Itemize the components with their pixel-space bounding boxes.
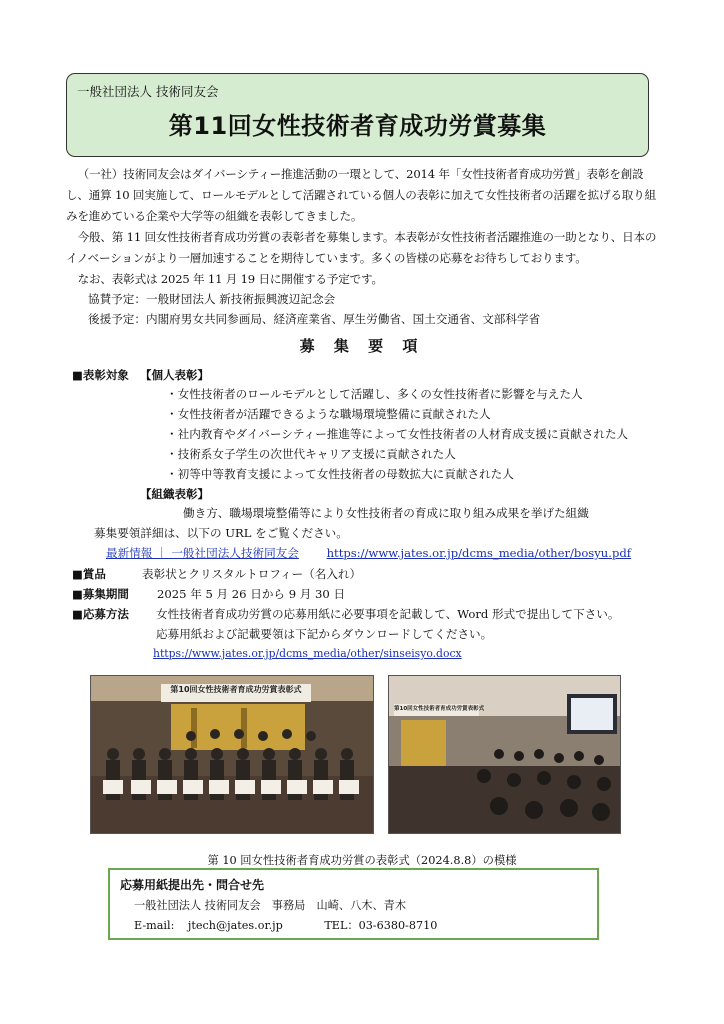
method-line-1: 女性技術者育成功労賞の応募用紙に必要事項を記載して、Word 形式で提出して下さい。	[156, 607, 620, 621]
individual-item-3: ・社内教育やダイバーシティー推進等によって女性技術者の人材育成支援に貢献された人	[166, 427, 629, 441]
individual-item-1: ・女性技術者のロールモデルとして活躍し、多くの女性技術者に影響を与えた人	[166, 387, 583, 401]
method-line-2: 応募用紙および記載要領は下記からダウンロードしてください。	[156, 627, 493, 641]
prize-text: 表彰状とクリスタルトロフィー（名入れ）	[142, 567, 362, 581]
photo-caption: 第 10 回女性技術者育成功労賞の表彰式（2024.8.8）の模様	[207, 854, 517, 867]
organization-name: 一般社団法人 技術同友会	[77, 84, 219, 99]
bosyu-pdf-link[interactable]: https://www.jates.or.jp/dcms_media/other/bosyu.pdf	[326, 546, 632, 560]
header-box	[66, 73, 649, 157]
intro-paragraph-1: （一社）技術同友会はダイバーシティー推進活動の一環として、2014 年「女性技術者育成功労賞」表彰を創設し、通算 10 回実施して、ロールモデルとして活躍されている個人の表彰に加えて女性技術者の活躍を拡げる取り組みを進めている企業や大学等の組織を表彰してきました。	[66, 167, 656, 223]
left-photo-banner: 第10回女性技術者育成功労賞表彰式	[170, 685, 302, 694]
contact-email[interactable]: jtech@jates.or.jp	[187, 919, 283, 932]
individual-award-label: 【個人表彰】	[140, 368, 209, 382]
right-photo-banner: 第10回女性技術者育成功労賞表彰式	[394, 706, 485, 712]
application-form-link[interactable]: https://www.jates.or.jp/dcms_media/other/sinseisyo.docx	[153, 647, 462, 660]
support-line: 後援予定：内閣府男女共同参画局、経済産業省、厚生労働省、国土交通省、文部科学省	[88, 312, 541, 326]
email-label: E-mail:	[134, 919, 175, 932]
contact-phone: TEL：03-6380-8710	[324, 919, 438, 932]
latest-info-link[interactable]: 最新情報 ｜ 一般社団法人技術同友会	[106, 546, 299, 560]
ceremony-photo-audience	[388, 675, 621, 834]
audience-photo-illustration	[389, 676, 621, 834]
targets-label: ■表彰対象	[72, 368, 129, 382]
prize-label: ■賞品	[72, 567, 106, 581]
organization-award-text: 働き方、職場環境整備等により女性技術者の育成に取り組み成果を挙げた組織	[183, 506, 589, 520]
page-title: 第11回女性技術者育成功労賞募集	[168, 112, 547, 140]
intro-paragraph-3: なお、表彰式は 2025 年 11 月 19 日に開催する予定です。	[77, 272, 383, 286]
contact-office: 一般社団法人 技術同友会 事務局 山崎、八木、青木	[134, 899, 407, 912]
details-text: 募集要領詳細は、以下の URL をご覧ください。	[94, 526, 348, 540]
ceremony-photo-group	[90, 675, 374, 834]
contact-title: 応募用紙提出先・問合せ先	[120, 878, 265, 892]
individual-item-4: ・技術系女子学生の次世代キャリア支援に貢献された人	[166, 447, 456, 461]
individual-item-2: ・女性技術者が活躍できるような職場環境整備に貢献された人	[166, 407, 491, 421]
organization-award-label: 【組織表彰】	[140, 487, 209, 501]
period-text: 2025 年 5 月 26 日から 9 月 30 日	[157, 587, 346, 601]
individual-item-5: ・初等中等教育支援によって女性技術者の母数拡大に貢献された人	[166, 467, 514, 481]
method-label: ■応募方法	[72, 607, 129, 621]
intro-paragraph-2: 今般、第 11 回女性技術者育成功労賞の表彰者を募集します。本表彰が女性技術者活躍推進の一助となり、日本のイノベーションがより一層加速することを期待しています。多くの皆様の応募をお待ちしております。	[66, 230, 657, 265]
section-title: 募 集 要 項	[299, 337, 425, 355]
contact-box	[108, 868, 599, 940]
period-label: ■募集期間	[72, 587, 129, 601]
group-photo-illustration	[91, 676, 374, 834]
sponsor-line: 協賛予定：一般財団法人 新技術振興渡辺記念会	[88, 292, 336, 306]
